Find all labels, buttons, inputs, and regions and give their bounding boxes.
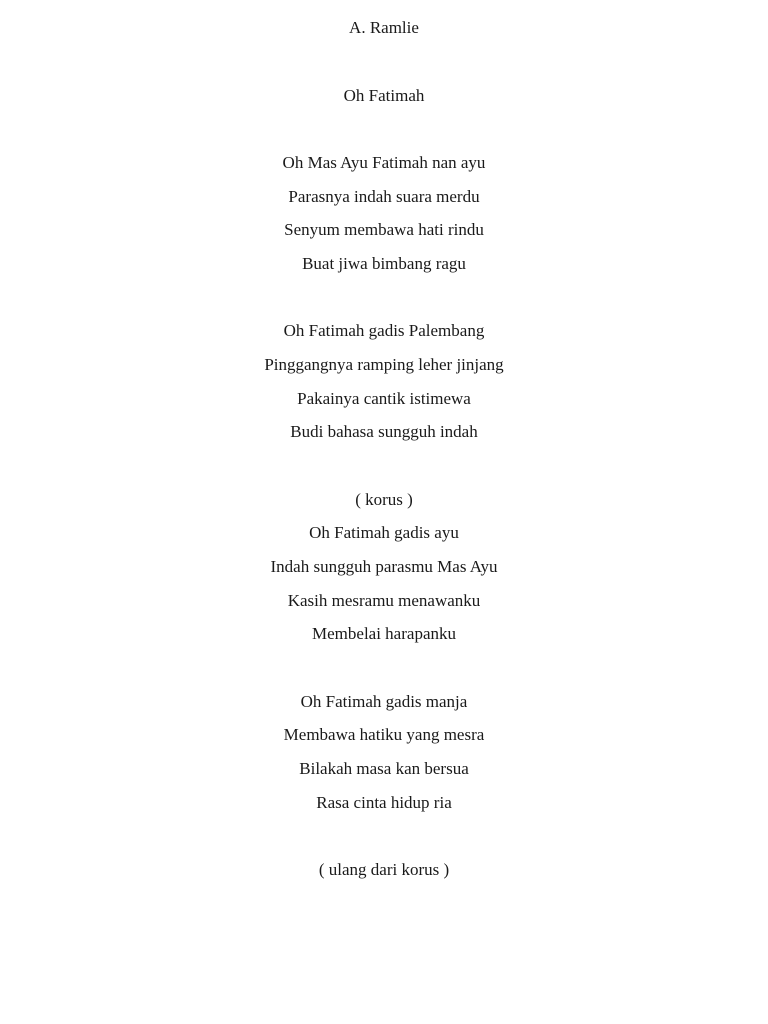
lyric-line: Membawa hatiku yang mesra: [283, 725, 485, 744]
lyric-line: Indah sungguh parasmu Mas Ayu: [270, 557, 498, 576]
lyric-line: Membelai harapanku: [312, 624, 456, 643]
lyric-line: Oh Fatimah gadis Palembang: [283, 321, 485, 340]
lyric-line: Budi bahasa sungguh indah: [290, 422, 478, 441]
lyric-line: Senyum membawa hati rindu: [284, 220, 484, 239]
lyric-line: Oh Mas Ayu Fatimah nan ayu: [282, 153, 486, 172]
repeat-chorus-note: ( ulang dari korus ): [318, 860, 450, 879]
lyric-line: Pakainya cantik istimewa: [297, 389, 471, 408]
lyric-line: Oh Fatimah gadis ayu: [309, 523, 459, 542]
lyric-line: Parasnya indah suara merdu: [288, 187, 480, 206]
lyric-line: Bilakah masa kan bersua: [299, 759, 469, 778]
chorus-label: ( korus ): [355, 490, 413, 509]
lyric-line: Rasa cinta hidup ria: [316, 793, 452, 812]
author-name: A. Ramlie: [349, 18, 419, 37]
lyric-line: Buat jiwa bimbang ragu: [302, 254, 466, 273]
lyric-line: Pinggangnya ramping leher jinjang: [264, 355, 504, 374]
song-title: Oh Fatimah: [343, 86, 425, 105]
lyric-line: Oh Fatimah gadis manja: [300, 692, 468, 711]
lyric-line: Kasih mesramu menawanku: [287, 591, 481, 610]
